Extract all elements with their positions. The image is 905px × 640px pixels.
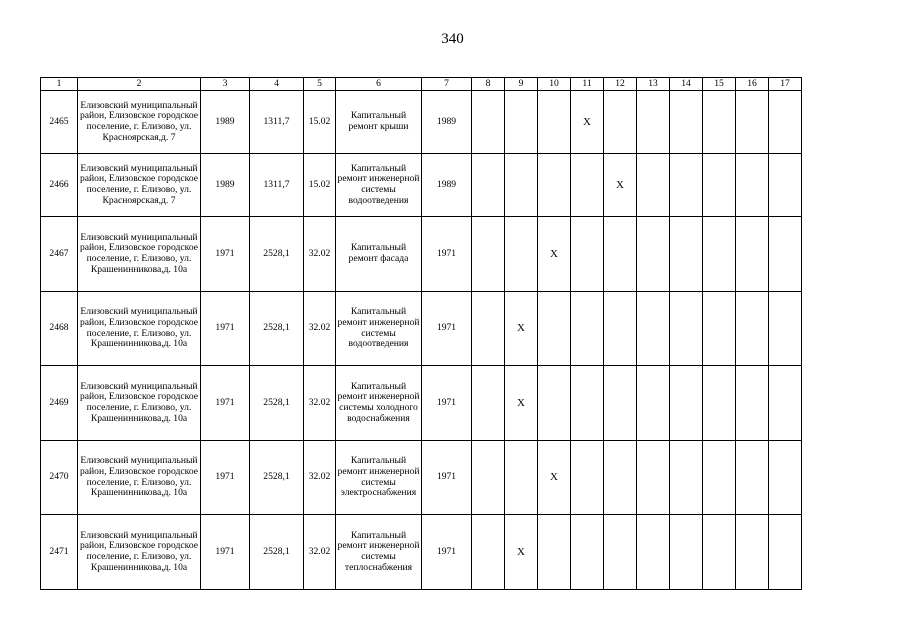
cell-empty — [670, 515, 703, 590]
cell-code: 32.02 — [304, 515, 336, 590]
column-header: 11 — [571, 78, 604, 91]
cell-mark: Х — [538, 441, 571, 515]
cell-empty — [736, 91, 769, 154]
column-header: 13 — [637, 78, 670, 91]
cell-mark: Х — [505, 515, 538, 590]
cell-empty — [736, 217, 769, 292]
table-row — [41, 292, 802, 366]
column-header: 8 — [472, 78, 505, 91]
cell-year: 1989 — [422, 91, 472, 154]
cell-empty — [604, 292, 637, 366]
cell-empty — [637, 441, 670, 515]
cell-empty — [637, 91, 670, 154]
cell-empty — [571, 292, 604, 366]
cell-empty — [769, 515, 802, 590]
cell-empty — [670, 91, 703, 154]
cell-empty — [604, 441, 637, 515]
cell-empty — [604, 515, 637, 590]
cell-row-number: 2467 — [41, 217, 78, 292]
column-header: 4 — [250, 78, 304, 91]
cell-work-type: Капитальный ремонт фасада — [336, 217, 422, 292]
cell-empty — [571, 366, 604, 441]
cell-empty — [637, 217, 670, 292]
cell-empty — [604, 91, 637, 154]
cell-row-number: 2471 — [41, 515, 78, 590]
cell-empty — [736, 441, 769, 515]
cell-empty — [769, 91, 802, 154]
cell-empty — [571, 441, 604, 515]
cell-empty — [769, 154, 802, 217]
cell-empty — [637, 292, 670, 366]
cell-address: Елизовский муниципальный район, Елизовское городское поселение, г. Елизово, ул. Крашенинникова,д. 10а — [78, 515, 201, 590]
cell-empty — [670, 292, 703, 366]
cell-empty — [538, 292, 571, 366]
cell-year: 1971 — [422, 441, 472, 515]
cell-empty — [472, 91, 505, 154]
cell-empty — [538, 366, 571, 441]
cell-area: 2528,1 — [250, 292, 304, 366]
cell-work-type: Капитальный ремонт инженерной системы холодного водоснабжения — [336, 366, 422, 441]
cell-row-number: 2465 — [41, 91, 78, 154]
cell-empty — [670, 366, 703, 441]
cell-year: 1971 — [422, 217, 472, 292]
cell-empty — [670, 441, 703, 515]
cell-year: 1989 — [422, 154, 472, 217]
cell-empty — [637, 154, 670, 217]
cell-empty — [571, 217, 604, 292]
cell-empty — [736, 292, 769, 366]
cell-work-type: Капитальный ремонт инженерной системы водоотведения — [336, 292, 422, 366]
cell-empty — [472, 366, 505, 441]
cell-mark: Х — [571, 91, 604, 154]
cell-code: 32.02 — [304, 217, 336, 292]
table-row — [41, 154, 802, 217]
cell-empty — [538, 515, 571, 590]
cell-year: 1971 — [422, 292, 472, 366]
cell-build-year: 1971 — [201, 217, 250, 292]
cell-build-year: 1971 — [201, 515, 250, 590]
cell-row-number: 2470 — [41, 441, 78, 515]
cell-empty — [703, 154, 736, 217]
cell-empty — [472, 292, 505, 366]
column-header: 3 — [201, 78, 250, 91]
cell-work-type: Капитальный ремонт инженерной системы теплоснабжения — [336, 515, 422, 590]
column-header: 5 — [304, 78, 336, 91]
cell-empty — [472, 154, 505, 217]
cell-address: Елизовский муниципальный район, Елизовское городское поселение, г. Елизово, ул. Красноярская,д. 7 — [78, 91, 201, 154]
cell-code: 15.02 — [304, 91, 336, 154]
cell-build-year: 1989 — [201, 154, 250, 217]
cell-empty — [769, 441, 802, 515]
cell-empty — [670, 217, 703, 292]
page-number: 340 — [441, 31, 464, 47]
cell-work-type: Капитальный ремонт инженерной системы водоотведения — [336, 154, 422, 217]
cell-empty — [769, 217, 802, 292]
cell-area: 2528,1 — [250, 366, 304, 441]
cell-area: 2528,1 — [250, 217, 304, 292]
cell-empty — [670, 154, 703, 217]
cell-empty — [538, 154, 571, 217]
cell-address: Елизовский муниципальный район, Елизовское городское поселение, г. Елизово, ул. Крашенинникова,д. 10а — [78, 441, 201, 515]
column-header: 7 — [422, 78, 472, 91]
repair-schedule-table — [40, 77, 802, 590]
cell-empty — [571, 515, 604, 590]
cell-address: Елизовский муниципальный район, Елизовское городское поселение, г. Елизово, ул. Крашенинникова,д. 10а — [78, 292, 201, 366]
column-header: 10 — [538, 78, 571, 91]
column-number-row — [41, 78, 802, 91]
cell-year: 1971 — [422, 515, 472, 590]
cell-empty — [505, 441, 538, 515]
table-row — [41, 441, 802, 515]
table-row — [41, 366, 802, 441]
cell-empty — [571, 154, 604, 217]
cell-code: 32.02 — [304, 366, 336, 441]
cell-empty — [604, 366, 637, 441]
column-header: 2 — [78, 78, 201, 91]
column-header: 1 — [41, 78, 78, 91]
column-header: 15 — [703, 78, 736, 91]
cell-empty — [736, 154, 769, 217]
cell-row-number: 2469 — [41, 366, 78, 441]
cell-mark: Х — [505, 366, 538, 441]
cell-mark: Х — [505, 292, 538, 366]
cell-empty — [505, 91, 538, 154]
cell-work-type: Капитальный ремонт инженерной системы электроснабжения — [336, 441, 422, 515]
cell-area: 1311,7 — [250, 154, 304, 217]
column-header: 9 — [505, 78, 538, 91]
cell-work-type: Капитальный ремонт крыши — [336, 91, 422, 154]
cell-empty — [505, 154, 538, 217]
column-header: 16 — [736, 78, 769, 91]
cell-empty — [505, 217, 538, 292]
column-header: 12 — [604, 78, 637, 91]
column-header: 17 — [769, 78, 802, 91]
cell-build-year: 1971 — [201, 366, 250, 441]
cell-code: 32.02 — [304, 292, 336, 366]
cell-empty — [703, 91, 736, 154]
table-row — [41, 91, 802, 154]
cell-row-number: 2468 — [41, 292, 78, 366]
cell-empty — [703, 441, 736, 515]
cell-code: 15.02 — [304, 154, 336, 217]
cell-year: 1971 — [422, 366, 472, 441]
cell-empty — [736, 366, 769, 441]
cell-empty — [637, 366, 670, 441]
cell-area: 1311,7 — [250, 91, 304, 154]
cell-empty — [538, 91, 571, 154]
cell-area: 2528,1 — [250, 515, 304, 590]
table-row — [41, 515, 802, 590]
cell-empty — [703, 217, 736, 292]
cell-code: 32.02 — [304, 441, 336, 515]
cell-empty — [472, 217, 505, 292]
cell-address: Елизовский муниципальный район, Елизовское городское поселение, г. Елизово, ул. Крашенинникова,д. 10а — [78, 366, 201, 441]
cell-empty — [703, 292, 736, 366]
table-row — [41, 217, 802, 292]
cell-build-year: 1971 — [201, 292, 250, 366]
cell-build-year: 1989 — [201, 91, 250, 154]
cell-empty — [472, 515, 505, 590]
cell-build-year: 1971 — [201, 441, 250, 515]
cell-empty — [637, 515, 670, 590]
column-header: 14 — [670, 78, 703, 91]
cell-row-number: 2466 — [41, 154, 78, 217]
cell-mark: Х — [538, 217, 571, 292]
cell-empty — [604, 217, 637, 292]
cell-address: Елизовский муниципальный район, Елизовское городское поселение, г. Елизово, ул. Крашенинникова,д. 10а — [78, 217, 201, 292]
cell-address: Елизовский муниципальный район, Елизовское городское поселение, г. Елизово, ул. Красноярская,д. 7 — [78, 154, 201, 217]
cell-area: 2528,1 — [250, 441, 304, 515]
cell-empty — [472, 441, 505, 515]
cell-empty — [736, 515, 769, 590]
table-body — [41, 78, 802, 590]
column-header: 6 — [336, 78, 422, 91]
cell-empty — [703, 366, 736, 441]
cell-empty — [769, 292, 802, 366]
cell-empty — [703, 515, 736, 590]
cell-empty — [769, 366, 802, 441]
cell-mark: Х — [604, 154, 637, 217]
